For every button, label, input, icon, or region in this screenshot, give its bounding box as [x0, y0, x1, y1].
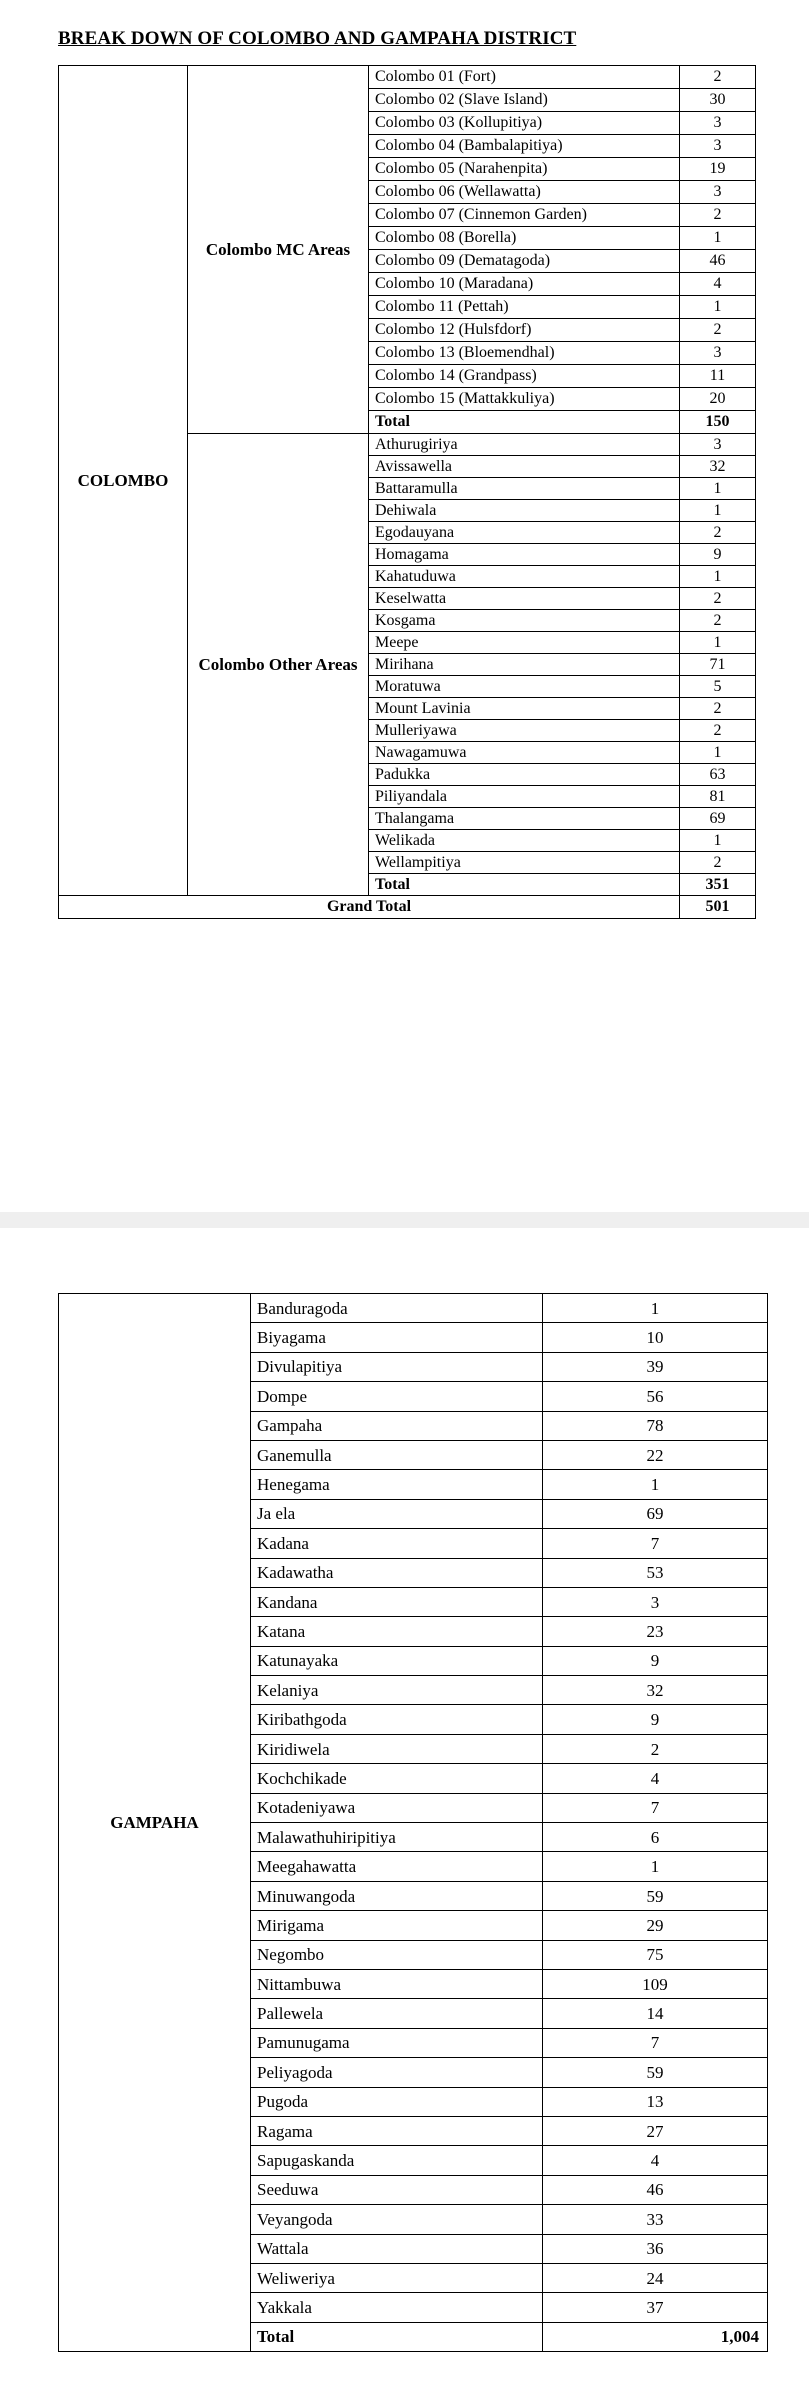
area-name: Nittambuwa: [251, 1969, 543, 1998]
area-count: 1: [543, 1294, 768, 1323]
area-count: 2: [680, 610, 756, 632]
area-count: 9: [543, 1646, 768, 1675]
subtotal-value: 351: [680, 874, 756, 896]
area-name: Colombo 01 (Fort): [369, 66, 680, 89]
area-count: 1: [543, 1852, 768, 1881]
area-count: 2: [680, 66, 756, 89]
area-count: 2: [680, 204, 756, 227]
area-count: 2: [543, 1734, 768, 1763]
area-name: Kiridiwela: [251, 1734, 543, 1763]
area-name: Henegama: [251, 1470, 543, 1499]
area-name: Kahatuduwa: [369, 566, 680, 588]
area-count: 1: [680, 830, 756, 852]
area-count: 20: [680, 388, 756, 411]
area-count: 7: [543, 2028, 768, 2057]
area-name: Homagama: [369, 544, 680, 566]
area-name: Egodauyana: [369, 522, 680, 544]
area-name: Ragama: [251, 2116, 543, 2145]
area-name: Colombo 08 (Borella): [369, 227, 680, 250]
area-count: 6: [543, 1823, 768, 1852]
area-count: 59: [543, 1881, 768, 1910]
area-name: Avissawella: [369, 456, 680, 478]
area-name: Sapugaskanda: [251, 2146, 543, 2175]
area-count: 3: [680, 434, 756, 456]
district-label-gampaha: GAMPAHA: [59, 1294, 251, 2352]
area-count: 9: [680, 544, 756, 566]
grand-total-row: [59, 896, 756, 919]
area-name: Battaramulla: [369, 478, 680, 500]
area-count: 4: [543, 1764, 768, 1793]
area-count: 53: [543, 1558, 768, 1587]
area-name: Colombo 10 (Maradana): [369, 273, 680, 296]
area-count: 23: [543, 1617, 768, 1646]
area-name: Padukka: [369, 764, 680, 786]
area-name: Pallewela: [251, 1999, 543, 2028]
area-name: Kadana: [251, 1529, 543, 1558]
area-name: Colombo 09 (Dematagoda): [369, 250, 680, 273]
area-name: Colombo 07 (Cinnemon Garden): [369, 204, 680, 227]
area-count: 1: [680, 227, 756, 250]
area-name: Colombo 06 (Wellawatta): [369, 181, 680, 204]
area-name: Athurugiriya: [369, 434, 680, 456]
area-name: Colombo 02 (Slave Island): [369, 89, 680, 112]
area-count: 46: [543, 2175, 768, 2204]
area-name: Keselwatta: [369, 588, 680, 610]
area-count: 3: [680, 181, 756, 204]
area-count: 1: [543, 1470, 768, 1499]
area-name: Kadawatha: [251, 1558, 543, 1587]
area-count: 32: [680, 456, 756, 478]
area-count: 11: [680, 365, 756, 388]
area-count: 1: [680, 478, 756, 500]
area-name: Weliweriya: [251, 2263, 543, 2292]
table-row: [59, 1294, 768, 1323]
area-label-colombo-mc: Colombo MC Areas: [188, 66, 369, 434]
area-name: Mirihana: [369, 654, 680, 676]
area-count: 81: [680, 786, 756, 808]
area-name: Dompe: [251, 1382, 543, 1411]
subtotal-label: Total: [369, 874, 680, 896]
area-name: Kotadeniyawa: [251, 1793, 543, 1822]
area-name: Meegahawatta: [251, 1852, 543, 1881]
area-name: Divulapitiya: [251, 1352, 543, 1381]
area-name: Ganemulla: [251, 1440, 543, 1469]
area-name: Mulleriyawa: [369, 720, 680, 742]
area-name: Colombo 11 (Pettah): [369, 296, 680, 319]
area-count: 2: [680, 319, 756, 342]
area-name: Mount Lavinia: [369, 698, 680, 720]
area-label-colombo-other: Colombo Other Areas: [188, 434, 369, 896]
area-count: 9: [543, 1705, 768, 1734]
area-count: 59: [543, 2058, 768, 2087]
area-name: Minuwangoda: [251, 1881, 543, 1910]
district-label-colombo: COLOMBO: [59, 66, 188, 896]
grand-total-label: Grand Total: [59, 896, 680, 919]
area-name: Colombo 15 (Mattakkuliya): [369, 388, 680, 411]
area-name: Veyangoda: [251, 2205, 543, 2234]
area-count: 1: [680, 500, 756, 522]
area-name: Malawathuhiripitiya: [251, 1823, 543, 1852]
area-count: 2: [680, 522, 756, 544]
area-count: 2: [680, 698, 756, 720]
area-name: Gampaha: [251, 1411, 543, 1440]
grand-total-value: 501: [680, 896, 756, 919]
area-count: 1: [680, 632, 756, 654]
area-count: 3: [543, 1587, 768, 1616]
area-count: 71: [680, 654, 756, 676]
area-name: Biyagama: [251, 1323, 543, 1352]
area-count: 13: [543, 2087, 768, 2116]
area-count: 1: [680, 296, 756, 319]
area-name: Meepe: [369, 632, 680, 654]
area-count: 19: [680, 158, 756, 181]
area-name: Mirigama: [251, 1911, 543, 1940]
area-count: 2: [680, 720, 756, 742]
area-count: 3: [680, 342, 756, 365]
area-name: Wellampitiya: [369, 852, 680, 874]
area-name: Kochchikade: [251, 1764, 543, 1793]
area-count: 78: [543, 1411, 768, 1440]
area-name: Ja ela: [251, 1499, 543, 1528]
area-name: Negombo: [251, 1940, 543, 1969]
area-name: Wattala: [251, 2234, 543, 2263]
area-name: Pugoda: [251, 2087, 543, 2116]
area-name: Pamunugama: [251, 2028, 543, 2057]
area-name: Thalangama: [369, 808, 680, 830]
area-count: 46: [680, 250, 756, 273]
area-name: Kosgama: [369, 610, 680, 632]
area-count: 27: [543, 2116, 768, 2145]
area-count: 69: [543, 1499, 768, 1528]
area-count: 69: [680, 808, 756, 830]
area-name: Welikada: [369, 830, 680, 852]
area-count: 2: [680, 852, 756, 874]
area-count: 3: [680, 112, 756, 135]
area-count: 109: [543, 1969, 768, 1998]
area-count: 4: [543, 2146, 768, 2175]
area-name: Colombo 03 (Kollupitiya): [369, 112, 680, 135]
area-name: Piliyandala: [369, 786, 680, 808]
table-row: [59, 66, 756, 89]
area-count: 7: [543, 1793, 768, 1822]
area-count: 14: [543, 1999, 768, 2028]
area-count: 3: [680, 135, 756, 158]
area-name: Colombo 12 (Hulsfdorf): [369, 319, 680, 342]
colombo-breakdown-table: [58, 65, 756, 919]
area-count: 1: [680, 742, 756, 764]
area-name: Katana: [251, 1617, 543, 1646]
area-name: Peliyagoda: [251, 2058, 543, 2087]
area-name: Colombo 13 (Bloemendhal): [369, 342, 680, 365]
area-count: 4: [680, 273, 756, 296]
area-count: 2: [680, 588, 756, 610]
area-name: Banduragoda: [251, 1294, 543, 1323]
area-count: 10: [543, 1323, 768, 1352]
area-name: Colombo 05 (Narahenpita): [369, 158, 680, 181]
area-count: 7: [543, 1529, 768, 1558]
area-count: 32: [543, 1676, 768, 1705]
area-count: 1: [680, 566, 756, 588]
area-name: Moratuwa: [369, 676, 680, 698]
area-name: Colombo 04 (Bambalapitiya): [369, 135, 680, 158]
area-name: Nawagamuwa: [369, 742, 680, 764]
area-name: Seeduwa: [251, 2175, 543, 2204]
total-label: Total: [251, 2322, 543, 2351]
document-title: BREAK DOWN OF COLOMBO AND GAMPAHA DISTRICT: [58, 28, 577, 49]
area-name: Katunayaka: [251, 1646, 543, 1675]
area-name: Yakkala: [251, 2293, 543, 2322]
subtotal-label: Total: [369, 411, 680, 434]
area-name: Kandana: [251, 1587, 543, 1616]
area-count: 33: [543, 2205, 768, 2234]
area-count: 37: [543, 2293, 768, 2322]
area-count: 29: [543, 1911, 768, 1940]
area-count: 36: [543, 2234, 768, 2263]
subtotal-value: 150: [680, 411, 756, 434]
area-count: 30: [680, 89, 756, 112]
area-name: Kiribathgoda: [251, 1705, 543, 1734]
area-count: 5: [680, 676, 756, 698]
area-count: 63: [680, 764, 756, 786]
area-name: Dehiwala: [369, 500, 680, 522]
area-count: 22: [543, 1440, 768, 1469]
area-count: 56: [543, 1382, 768, 1411]
area-name: Colombo 14 (Grandpass): [369, 365, 680, 388]
area-count: 75: [543, 1940, 768, 1969]
area-name: Kelaniya: [251, 1676, 543, 1705]
gampaha-breakdown-table: [58, 1293, 768, 2352]
area-count: 24: [543, 2263, 768, 2292]
total-value: 1,004: [543, 2322, 768, 2351]
area-count: 39: [543, 1352, 768, 1381]
